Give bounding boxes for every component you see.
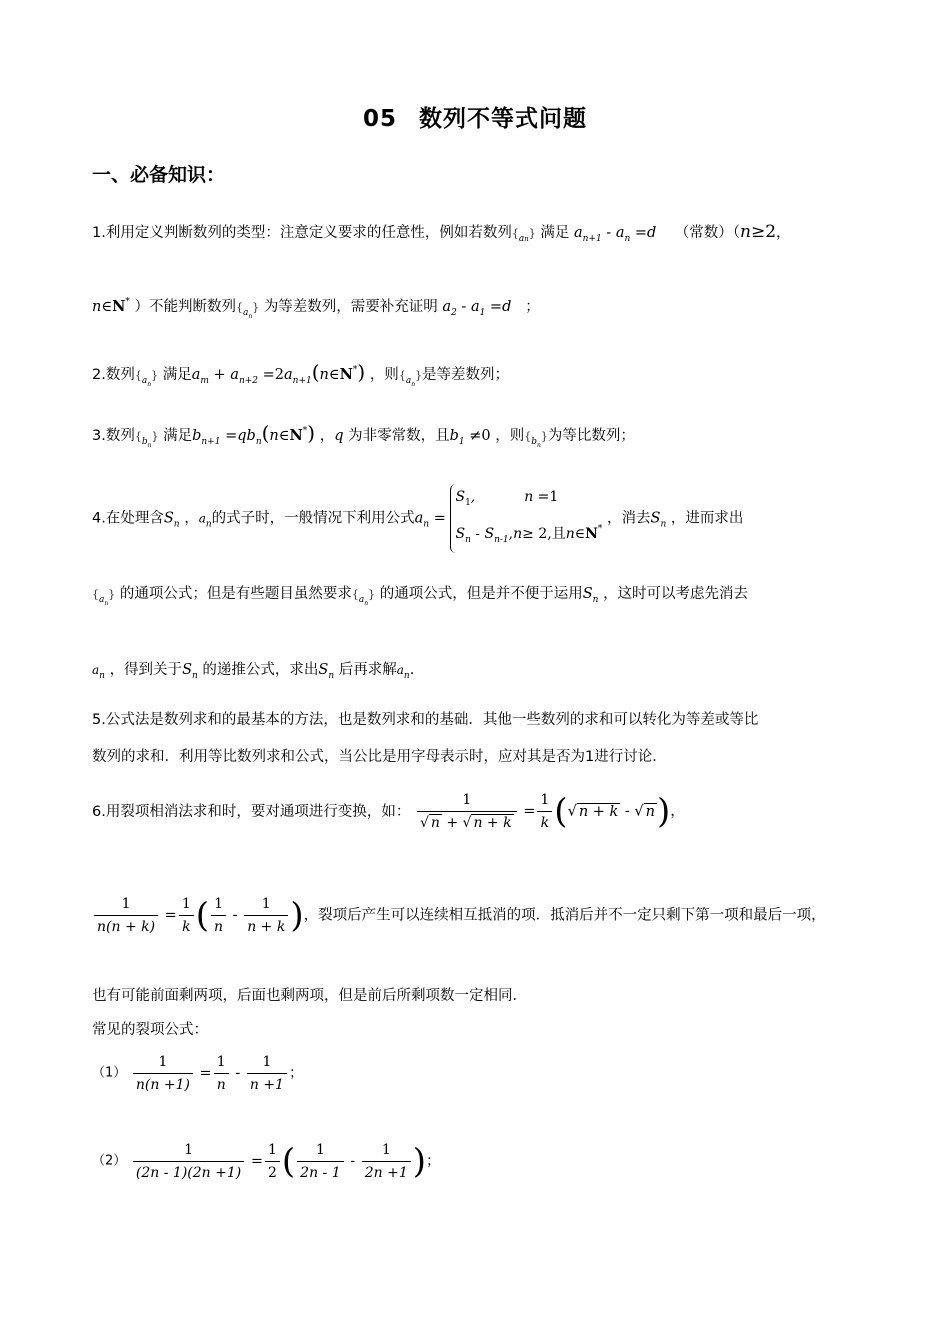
item-4-line-3: $a_n$ ，得到关于$S_n$ 的递推公式，求出$S_n$ 后再求解$a_n$. (92, 662, 415, 681)
item-2: 2.数列$\{_{a_n}\}$ 满足$a_m + a_{n+2}$ $=2a_{n+1}(n\in N^*)$ ，则$\{_{a_n}\}$是等差数列； (92, 360, 510, 388)
formula-1: （1） $\frac{1}{n(n +1)}$ = $\frac{1}{n}$ - $\frac{1}{n +1}$ ； (92, 1054, 304, 1093)
formula-2: （2） $\frac{1}{(2n - 1)(2n +1)}$ = $\frac{1}{2}$ ( $\frac{1}{2n - 1}$ - $\frac{1}{2n +1}$ )； (92, 1141, 441, 1182)
item-6-line-2: $\frac{1}{n(n + k)}$ = $\frac{1}{k}$ ( $\frac{1}{n}$ - $\frac{1}{n + k}$ )，裂项后产生可以连续相互抵消的项．抵消后并不一定只剩下第一项和最后一项， (92, 894, 826, 937)
item-1-line-1: 1.利用定义判断数列的类型：注意定义要求的任意性，例如若数列$\{_{an}\}$ 满足 $a_{n+1} - a_n =d$ （常数）（n≥2， (92, 222, 791, 244)
item-5-line-2: 数列的求和．利用等比数列求和公式，当公比是用字母表示时，应对其是否为1进行讨论． (92, 749, 667, 765)
case-formula: $S_1$, n =1 $S_n - S_{n-1},n\ge 2$,且n∈N* (450, 484, 602, 553)
item-4-line-2: $\{_{a_n}\}$ 的通项公式；但是有些题目虽然要求$\{_{a_n}\}$ 的通项公式，但是并不便于运用$S_n$ ，这时可以考虑先消去 (92, 586, 749, 607)
section-heading: 一、必备知识： (92, 164, 226, 186)
item-1-line-2: n∈N* ）不能判断数列$\{_{a_n}\}$ 为等差数列，需要补充证明 $a_2 - a_1 =d$ ； (92, 297, 540, 320)
item-6-line-1: 6.用裂项相消法求和时，要对通项进行变换，如： $\frac{1}{√ n + √ n + k}$ = $\frac{1}{k}$ (√ n + k - √ n)， (92, 791, 685, 832)
item-4-line-1: 4.在处理含$S_n$ ，$a_n$的式子时，一般情况下利用公式$a_n$ = $S_1$, n =1 $S_n - S_{n-1},n\ge 2$,且n∈N* ，消去$S_n$ ，进而求出 (92, 484, 743, 553)
item-6-line-3: 也有可能前面剩两项，后面也剩两项，但是前后所剩项数一定相同． (92, 988, 527, 1004)
page-title (0, 100, 950, 133)
title-number: 05 (362, 106, 397, 132)
common-formulas-heading: 常见的裂项公式： (92, 1022, 208, 1038)
item-3: 3.数列$\{_{b_n}\}$ 满足$b_{n+1}$ $=qb_n(n\in N^*)$ ，q 为非零常数，且$b_1 \ne 0$ ，则$\{_{b_n}\}$为等比数列； (92, 421, 635, 449)
item-5-line-1: 5.公式法是数列求和的最基本的方法，也是数列求和的基础．其他一些数列的求和可以转化为等差或等比 (92, 712, 759, 728)
fraction-sqrt: $\frac{1}{√ n + √ n + k}$ (417, 790, 517, 833)
title-text: 数列不等式问题 (419, 106, 587, 132)
